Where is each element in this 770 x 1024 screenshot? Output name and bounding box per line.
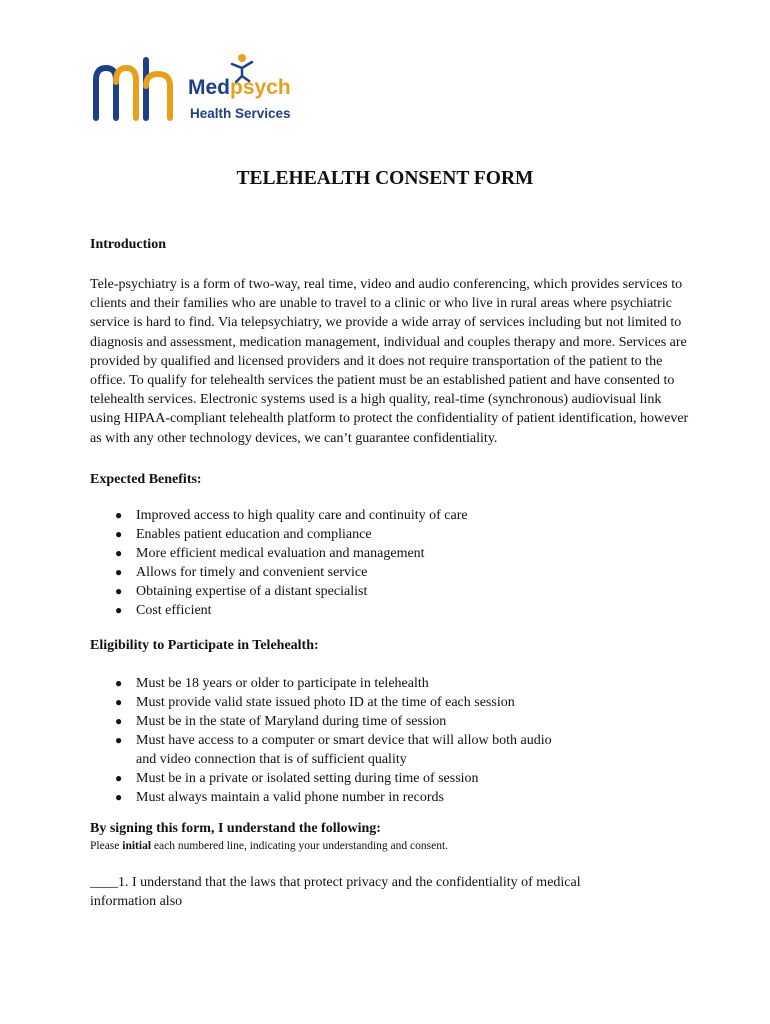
logo-text-psych: psych — [230, 76, 291, 99]
list-item: ● Cost efficient — [115, 603, 212, 618]
list-item: ● More efficient medical evaluation and management — [115, 546, 425, 561]
logo-text-med: Med — [188, 76, 230, 99]
introduction-heading: Introduction — [90, 237, 166, 252]
consent-item-1[interactable]: ____1. I understand that the laws that protect privacy and the confidentiality of medical information also — [90, 875, 581, 910]
list-item: ● Must be in a private or isolated setting during time of session — [115, 771, 479, 786]
bullet-icon: ● — [115, 733, 123, 747]
introduction-paragraph: Tele-psychiatry is a form of two-way, real time, video and audio conferencing, which provides services to clients and their families who are unable to travel to a clinic or who live in rural areas where psychiatric service is hard to find. Via telepsychiatry, we provide a wide array of services including but not limited to diagnosis and assessment, medication management, individual and couples therapy and more. Services are provided by qualified and licensed providers and it does not require transportation of the patient to the office. To qualify for telehealth services the patient must be an established patient and have consented to telehealth services. Electronic systems used is a high quality, real-time (synchronous) audiovisual link using HIPAA-compliant telehealth platform to protect the confidentiality of patient identification, however as with any other technology devices, we can’t guarantee confidentiality. — [90, 277, 689, 446]
list-item: ● Allows for timely and convenient service — [115, 565, 368, 580]
bullet-icon: ● — [115, 714, 123, 728]
form-title: TELEHEALTH CONSENT FORM — [236, 168, 534, 189]
list-item: ● Must always maintain a valid phone number in records — [115, 790, 444, 805]
bullet-icon: ● — [115, 695, 123, 709]
list-item: ● Must have access to a computer or smart device that will allow both audio and video connection that is of sufficient quality — [115, 733, 552, 767]
signing-instruction: Please initial each numbered line, indicating your understanding and consent. — [90, 840, 449, 852]
list-item: ● Must be 18 years or older to participate in telehealth — [115, 676, 429, 691]
list-item: ● Obtaining expertise of a distant specialist — [115, 584, 368, 599]
bullet-icon: ● — [115, 527, 123, 541]
bullet-icon: ● — [115, 603, 123, 617]
medpsych-logo — [92, 50, 332, 126]
bullet-icon: ● — [115, 508, 123, 522]
svg-text:Medpsych — [188, 76, 291, 99]
bullet-icon: ● — [115, 584, 123, 598]
bullet-icon: ● — [115, 790, 123, 804]
list-item: ● Improved access to high quality care and continuity of care — [115, 508, 468, 523]
benefits-list — [90, 506, 650, 620]
signing-heading: By signing this form, I understand the following: — [90, 821, 381, 836]
list-item: ● Must be in the state of Maryland during time of session — [115, 714, 447, 729]
eligibility-list — [90, 674, 560, 807]
bullet-icon: ● — [115, 771, 123, 785]
logo-text-sub: Health Services — [190, 106, 291, 121]
list-item: ● Enables patient education and compliance — [115, 527, 372, 542]
eligibility-heading: Eligibility to Participate in Telehealth: — [90, 638, 319, 653]
bullet-icon: ● — [115, 565, 123, 579]
bullet-icon: ● — [115, 546, 123, 560]
benefits-heading: Expected Benefits: — [90, 472, 202, 487]
initial-emphasis: initial — [122, 840, 152, 852]
bullet-icon: ● — [115, 676, 123, 690]
list-item: ● Must provide valid state issued photo ID at the time of each session — [115, 695, 515, 710]
